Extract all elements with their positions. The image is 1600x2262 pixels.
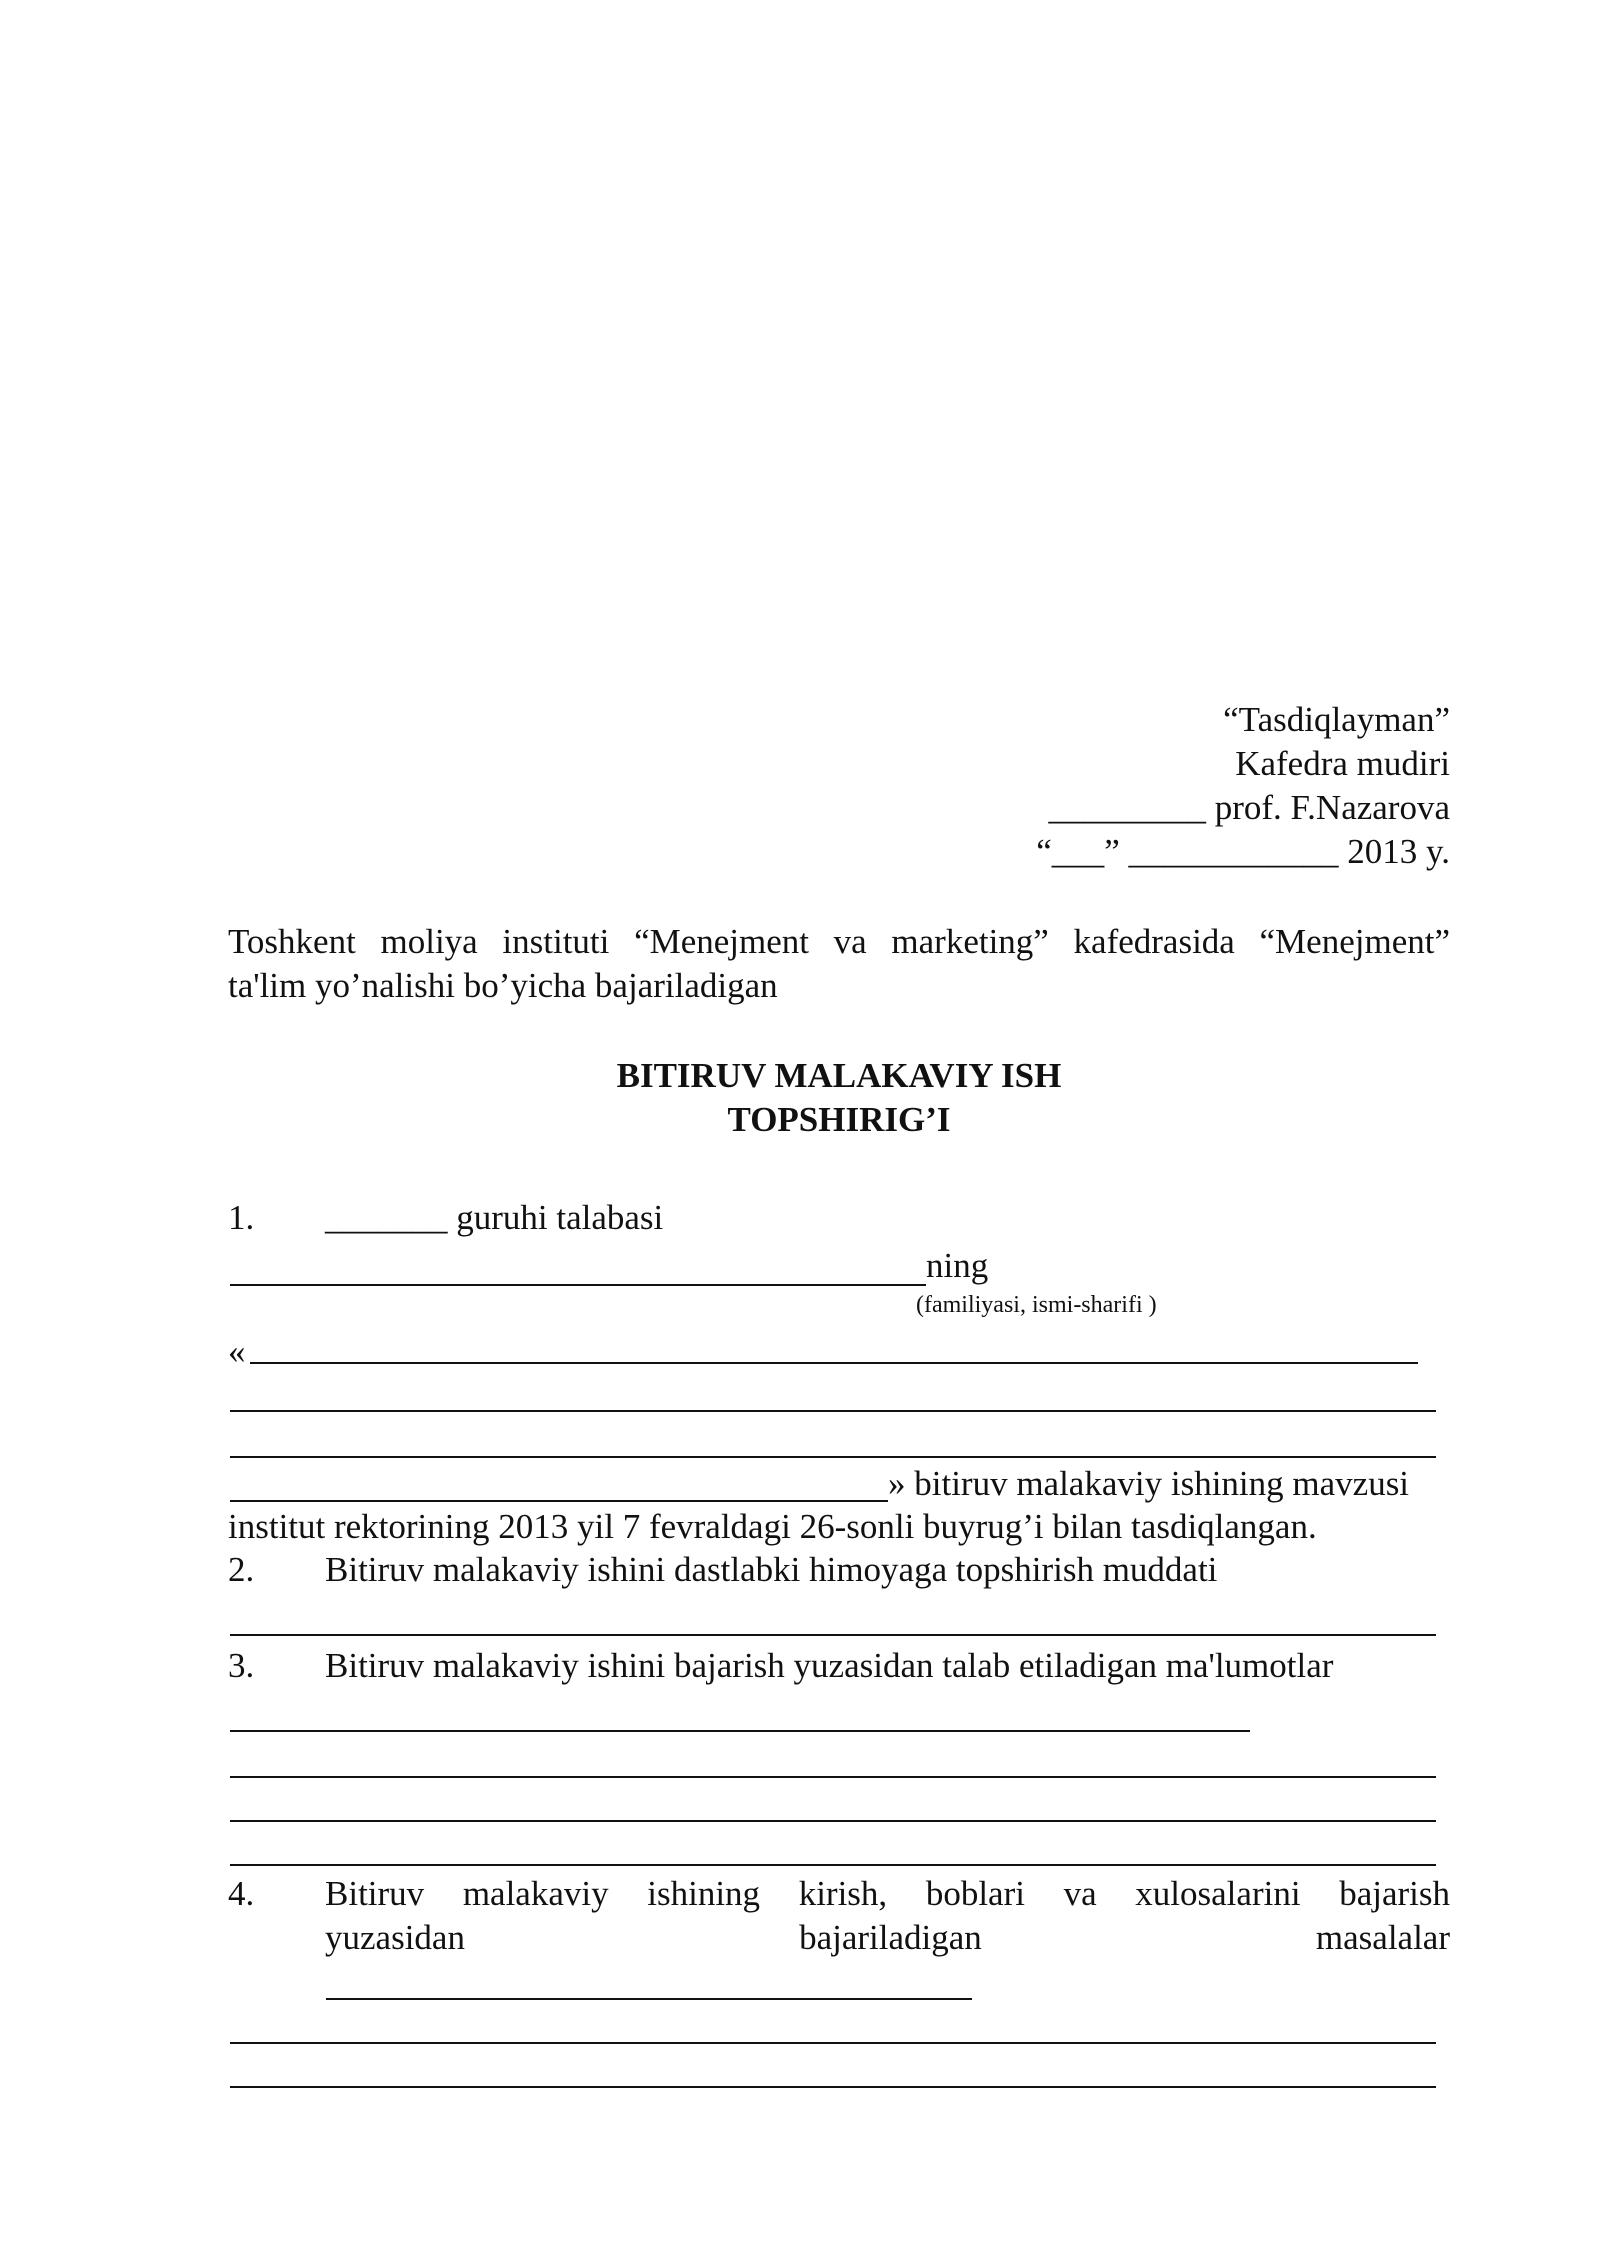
item-1-group-text: _______ guruhi talabasi [325,1198,664,1237]
item-3-line-2 [230,1776,1436,1778]
topic-line-4 [230,1500,888,1502]
item-2-line [230,1634,1436,1636]
item-4-line-4 [230,2042,1436,2044]
approval-title: “Tasdiqlayman” [1223,700,1450,739]
topic-line-1 [250,1362,1418,1364]
approval-signature: _________ prof. F.Nazarova [1048,788,1450,827]
intro-line-2: ta'lim yo’nalishi bo’yicha bajariladigan [228,966,778,1005]
approval-order-text: institut rektorining 2013 yil 7 fevraldagi 26-sonli buyrug’i bilan tasdiqlangan. [228,1507,1317,1546]
item-1-number: 1. [228,1198,255,1237]
item-4-line-3 [326,1998,972,2000]
item-3-number: 3. [228,1646,255,1685]
item-3-line-4 [230,1864,1436,1866]
document-title: BITIRUV MALAKAVIY ISH [616,1056,1062,1095]
item-4-number: 4. [228,1874,255,1913]
ning-suffix: ning [926,1246,989,1285]
topic-line-2 [230,1410,1436,1412]
item-3-line-1 [230,1730,1250,1732]
quote-open: « [228,1332,246,1371]
item-2-text: Bitiruv malakaviy ishini dastlabki himoyaga topshirish muddati [325,1550,1218,1589]
item-3-text: Bitiruv malakaviy ishini bajarish yuzasidan talab etiladigan ma'lumotlar [325,1646,1334,1685]
item-4-line-5 [230,2086,1436,2088]
student-name-line [230,1284,926,1286]
item-4-line-1: Bitiruv malakaviy ishining kirish, boblari va xulosalarini bajarish [325,1874,1450,1913]
topic-end-text: » bitiruv malakaviy ishining mavzusi [888,1464,1410,1503]
item-3-line-3 [230,1820,1436,1822]
name-caption: (familiyasi, ismi-sharifi ) [916,1292,1157,1318]
approval-position: Kafedra mudiri [1235,744,1450,783]
item-4-line-2: yuzasidan bajariladigan masalalar [325,1918,1450,1957]
item-2-number: 2. [228,1550,255,1589]
document-subtitle: TOPSHIRIG’I [727,1100,951,1139]
topic-line-3 [230,1456,1436,1458]
intro-line-1: Toshkent moliya instituti “Menejment va marketing” kafedrasida “Menejment” [228,922,1450,961]
approval-date: “___” ____________ 2013 y. [1036,832,1450,871]
